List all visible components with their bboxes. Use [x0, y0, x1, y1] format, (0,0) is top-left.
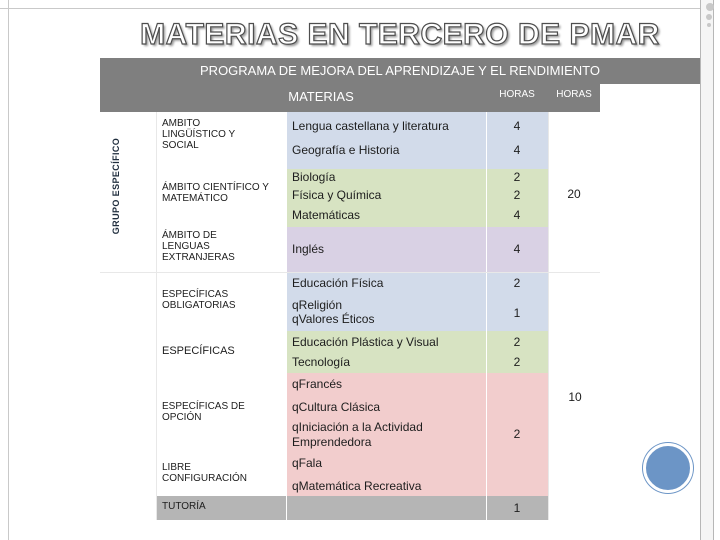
subject-fala: qFala: [286, 452, 486, 474]
ambito-lenguas-label: ÁMBITO DE LENGUAS EXTRANJERAS: [162, 230, 235, 263]
group-especifico-label: GRUPO ESPECÍFICO: [111, 137, 121, 235]
ambito-linguistico: [156, 112, 286, 169]
subject-valores: qValores Éticos: [292, 312, 375, 326]
subject-biologia: Biología: [286, 169, 486, 187]
ambito-obligatorias: [156, 272, 286, 331]
ambito-opcion-label: ESPECÍFICAS DE OPCIÓN: [162, 401, 245, 423]
grid-line: [548, 112, 549, 520]
subject-matematica-recreativa: qMatemática Recreativa: [286, 474, 486, 496]
subject-plastica: Educación Plástica y Visual: [286, 331, 486, 352]
subject-religion-valores: [286, 294, 486, 331]
total-referencia: 10: [568, 390, 582, 404]
hours-tutoria: 1: [486, 496, 548, 520]
subject-fisica: Física y Química: [286, 187, 486, 205]
header-horas-2: HORAS: [548, 84, 600, 112]
header-horas-1: HORAS: [486, 84, 548, 112]
subject-geografia: Geografía e Historia: [286, 140, 486, 169]
header-materias: MATERIAS: [156, 84, 486, 112]
total-especifico: 20: [548, 112, 600, 272]
hours-biologia: 2: [486, 169, 548, 187]
ambito-cientifico-label: ÁMBITO CIENTÍFICO Y MATEMÁTICO: [162, 182, 269, 204]
subject-ingles: Inglés: [286, 227, 486, 272]
subject-educacion-fisica: Educación Física: [286, 272, 486, 294]
ambito-opcion: [156, 373, 286, 448]
hours-lengua: 4: [486, 112, 548, 140]
subject-iniciacion: qIniciación a la Actividad Emprendedora: [286, 417, 486, 452]
hours-plastica: 2: [486, 331, 548, 352]
subject-lengua: Lengua castellana y literatura: [286, 112, 486, 140]
hours-geografia: 4: [486, 140, 548, 169]
frame-dot: [706, 3, 714, 11]
ambito-obligatorias-label: ESPECÍFICAS OBLIGATORIAS: [162, 289, 236, 311]
subject-matematicas: Matemáticas: [286, 205, 486, 227]
grid-line: [486, 112, 487, 520]
frame-top-line: [0, 8, 700, 9]
ambito-lenguas: [156, 227, 286, 272]
ambito-especificas: [156, 331, 286, 373]
ambito-libre-label: LIBRE CONFIGURACIÓN: [162, 462, 247, 484]
ambito-tutoria: [156, 496, 286, 520]
hours-opcion-libre: 2: [486, 373, 548, 496]
header-empty: [100, 84, 156, 112]
hours-religion-valores: 1: [486, 294, 548, 331]
grid-line: [286, 112, 287, 520]
hours-ingles: 4: [486, 227, 548, 272]
side-bar: [700, 0, 714, 540]
decorative-circle: [643, 443, 693, 493]
subject-cultura: qCultura Clásica: [286, 396, 486, 417]
ambito-libre: [156, 448, 286, 495]
subject-religion: qReligión: [292, 298, 343, 312]
grid-line: [156, 112, 157, 520]
subject-frances: qFrancés: [286, 373, 486, 396]
hours-educacion-fisica: 2: [486, 272, 548, 294]
ambito-tutoria-label: TUTORÍA: [162, 501, 206, 512]
subtitle-banner: PROGRAMA DE MEJORA DEL APRENDIZAJE Y EL RENDIMIENTO: [100, 58, 700, 84]
frame-dot: [707, 23, 711, 27]
subject-tecnologia: Tecnología: [286, 352, 486, 373]
frame-left-line: [8, 0, 9, 540]
ambito-especificas-label: ESPECÍFICAS: [162, 345, 235, 357]
page-title: MATERIAS EN TERCERO DE PMAR: [140, 18, 660, 51]
frame-dot: [706, 14, 712, 20]
ambito-cientifico: [156, 169, 286, 227]
hours-matematicas: 4: [486, 205, 548, 227]
hours-tecnologia: 2: [486, 352, 548, 373]
grid-line: [100, 272, 600, 273]
ambito-linguistico-label: AMBITO LINGÜÍSTICO Y SOCIAL: [162, 118, 235, 151]
tutoria-subject-empty: [286, 496, 486, 520]
hours-fisica: 2: [486, 187, 548, 205]
group-referencia-cell: [100, 272, 156, 520]
